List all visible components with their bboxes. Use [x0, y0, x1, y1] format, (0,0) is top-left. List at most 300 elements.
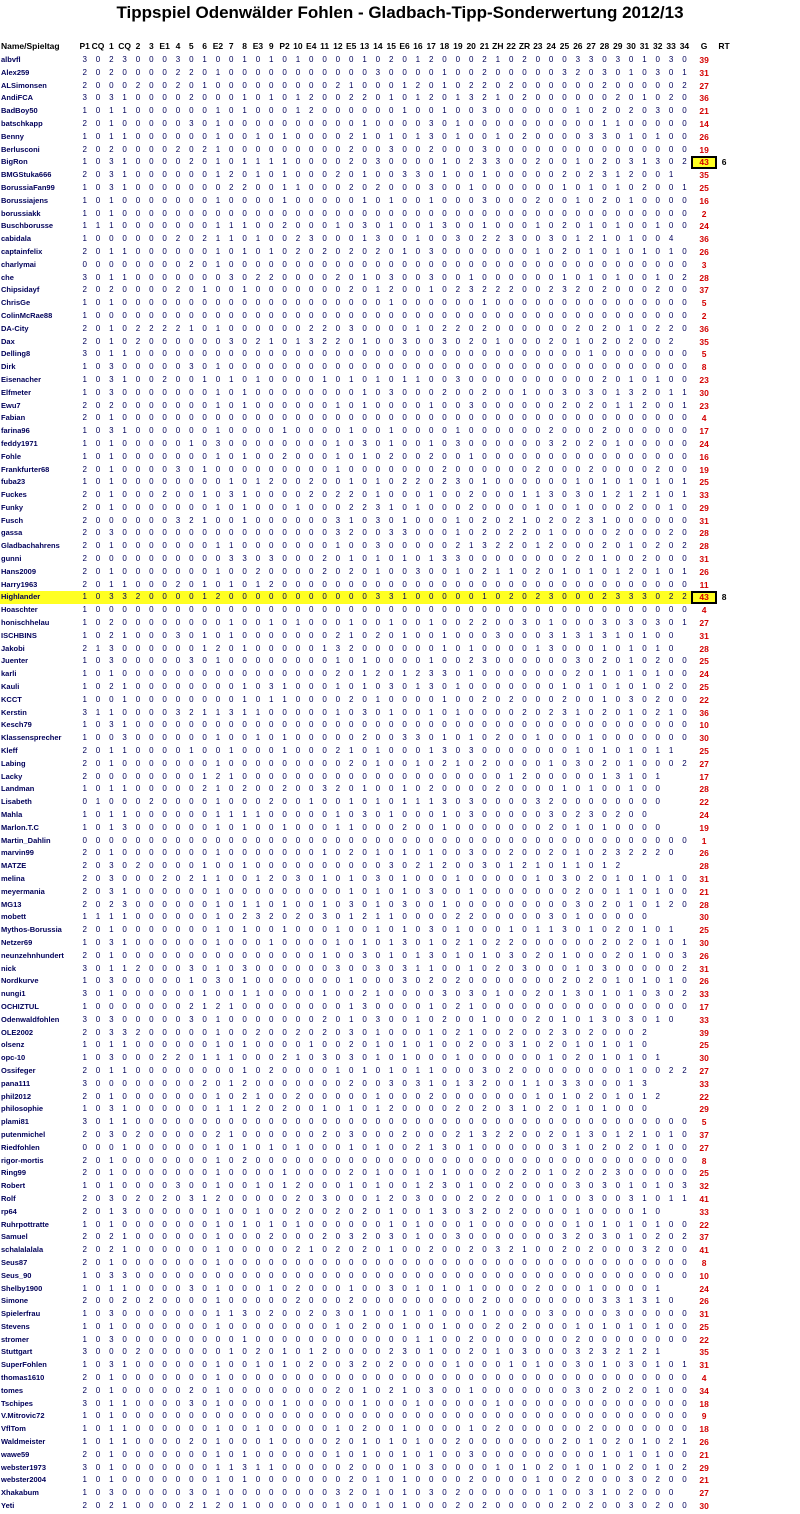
score-cell: 0: [282, 349, 287, 359]
score-cell: 0: [522, 246, 527, 256]
score-cell: 3: [385, 591, 398, 604]
score-cell: 0: [202, 438, 207, 448]
score-cell: 3: [215, 438, 221, 448]
score-cell: 0: [95, 822, 101, 832]
score-cell: 0: [135, 784, 141, 794]
header-name: Name/Spieltag: [1, 41, 60, 51]
score-cell: 3: [588, 1129, 594, 1139]
score-cell: 1: [82, 1309, 87, 1319]
score-cell: 0: [269, 144, 274, 154]
score-cell: 2: [655, 656, 660, 666]
total-cell: 29: [699, 502, 709, 513]
score-cell: 0: [548, 1091, 554, 1101]
score-cell: 0: [415, 874, 421, 883]
score-cell: 0: [295, 451, 301, 461]
table-row: [0, 707, 731, 720]
score-cell: 2: [375, 246, 381, 256]
score-cell: 0: [149, 93, 154, 103]
score-cell: 1: [455, 707, 461, 717]
score-cell: 0: [548, 349, 554, 359]
score-cell: 0: [349, 118, 354, 128]
score-cell: 0: [295, 758, 301, 768]
score-cell: 0: [335, 362, 341, 372]
score-cell: 0: [309, 1053, 314, 1063]
score-cell: 1: [109, 208, 114, 218]
score-cell: 3: [335, 643, 341, 653]
score-cell: 0: [189, 1257, 194, 1267]
score-cell: 0: [95, 1283, 101, 1293]
score-cell: 0: [482, 899, 487, 909]
score-cell: 2: [269, 874, 274, 883]
score-cell: 0: [135, 515, 141, 525]
table-row: [0, 1308, 731, 1321]
score-cell: 2: [402, 477, 407, 487]
score-cell: 0: [309, 144, 314, 154]
score-cell: 3: [402, 528, 407, 538]
score-cell: 0: [335, 234, 341, 244]
score-cell: 0: [602, 1027, 607, 1037]
score-cell: 1: [535, 221, 541, 231]
score-cell: 3: [388, 1232, 394, 1242]
score-cell: 0: [575, 874, 581, 883]
score-cell: 0: [229, 1283, 234, 1293]
score-cell: 0: [322, 746, 327, 756]
score-cell: 0: [229, 950, 234, 960]
score-cell: 0: [335, 1014, 341, 1024]
score-cell: 0: [615, 208, 621, 218]
score-cell: 0: [162, 758, 167, 768]
score-cell: 0: [331, 591, 344, 604]
score-cell: 0: [615, 413, 621, 423]
total-cell: 19: [699, 464, 709, 475]
score-cell: [664, 911, 677, 924]
score-cell: 0: [322, 886, 327, 896]
score-cell: 0: [269, 861, 274, 871]
score-cell: 0: [229, 694, 234, 704]
table-row: [0, 553, 731, 566]
score-cell: 0: [202, 925, 207, 935]
score-cell: 1: [535, 246, 541, 256]
score-cell: 0: [175, 810, 181, 820]
total-cell: 37: [699, 1232, 709, 1243]
score-cell: 0: [455, 1193, 461, 1203]
score-cell: 0: [229, 400, 234, 410]
score-cell: 0: [522, 694, 527, 704]
score-cell: 0: [442, 976, 447, 986]
score-cell: 0: [442, 298, 447, 308]
score-cell: 0: [428, 810, 434, 820]
score-cell: 1: [335, 451, 341, 461]
score-cell: 1: [535, 1091, 541, 1101]
score-cell: 0: [242, 835, 247, 845]
score-cell: 2: [562, 1245, 567, 1255]
score-cell: 3: [362, 221, 367, 231]
score-cell: 0: [508, 182, 514, 192]
score-cell: 0: [349, 208, 354, 218]
score-cell: 2: [175, 80, 181, 90]
score-cell: 0: [455, 502, 461, 512]
score-cell: 0: [135, 925, 141, 935]
score-cell: 3: [415, 566, 421, 576]
score-cell: 0: [282, 490, 287, 500]
score-cell: 0: [428, 758, 434, 768]
score-cell: 0: [548, 835, 554, 845]
table-row: [0, 873, 731, 886]
score-cell: 0: [95, 1245, 101, 1255]
score-cell: 0: [628, 451, 634, 461]
score-cell: 0: [402, 1117, 407, 1127]
score-cell: 2: [495, 285, 501, 295]
score-cell: 0: [575, 1001, 581, 1011]
score-cell: 0: [415, 1206, 421, 1216]
score-cell: 0: [309, 1283, 314, 1293]
score-cell: 0: [628, 208, 634, 218]
score-cell: 0: [402, 720, 407, 730]
score-cell: 0: [162, 195, 167, 205]
score-cell: 0: [95, 387, 101, 397]
score-cell: 0: [122, 477, 127, 487]
score-cell: 0: [202, 797, 207, 807]
score-cell: 0: [135, 554, 141, 564]
player-name: DA-City: [1, 323, 29, 333]
score-cell: 2: [269, 912, 274, 922]
score-cell: 0: [322, 93, 327, 103]
score-cell: 3: [175, 515, 181, 525]
score-cell: 0: [162, 451, 167, 461]
score-cell: 0: [442, 925, 447, 935]
score-cell: 1: [522, 1104, 527, 1114]
score-cell: 0: [229, 118, 234, 128]
score-cell: 0: [135, 1257, 141, 1267]
score-cell: 0: [189, 1206, 194, 1216]
score-cell: 0: [575, 464, 581, 474]
score-cell: 0: [495, 886, 501, 896]
score-cell: 1: [215, 1232, 221, 1242]
score-cell: 0: [175, 1206, 181, 1216]
score-cell: 0: [495, 1053, 501, 1063]
score-cell: 0: [122, 362, 127, 372]
score-cell: 2: [295, 1245, 301, 1255]
score-cell: 0: [95, 541, 101, 551]
total-cell: 37: [699, 1129, 709, 1140]
score-cell: 0: [602, 605, 607, 615]
score-cell: 0: [135, 374, 141, 384]
score-cell: [664, 860, 677, 873]
score-cell: 0: [335, 950, 341, 960]
score-cell: 0: [215, 835, 221, 845]
score-cell: 0: [335, 157, 341, 167]
score-cell: 0: [562, 502, 567, 512]
score-cell: 0: [548, 1283, 554, 1293]
score-cell: 0: [588, 1053, 594, 1063]
score-cell: 0: [668, 937, 674, 947]
score-cell: 0: [588, 758, 594, 768]
score-cell: 0: [295, 899, 301, 909]
score-cell: 0: [602, 682, 607, 692]
score-cell: 2: [135, 1129, 141, 1139]
score-cell: 0: [282, 1014, 287, 1024]
score-cell: 0: [335, 349, 341, 359]
score-cell: 0: [415, 413, 421, 423]
score-cell: 0: [145, 591, 158, 604]
score-cell: 0: [255, 1001, 261, 1011]
score-cell: 1: [548, 1193, 554, 1203]
score-cell: 0: [335, 208, 341, 218]
score-cell: 0: [122, 1168, 127, 1178]
score-cell: 0: [295, 861, 301, 871]
score-cell: 2: [349, 1296, 354, 1306]
score-cell: 0: [655, 55, 660, 64]
player-name: Eisenacher: [1, 374, 42, 384]
score-cell: 3: [575, 656, 581, 666]
score-cell: 0: [628, 720, 634, 730]
score-cell: 0: [468, 874, 474, 883]
score-cell: 0: [642, 579, 647, 589]
score-cell: 0: [255, 630, 261, 640]
score-cell: 1: [655, 1053, 660, 1063]
score-cell: [678, 630, 691, 643]
score-cell: 0: [295, 1309, 301, 1319]
score-cell: 0: [202, 1014, 207, 1024]
score-cell: 2: [495, 937, 501, 947]
score-cell: 3: [215, 976, 221, 986]
score-cell: 0: [562, 298, 567, 308]
score-cell: 0: [588, 362, 594, 372]
rank-cell: [717, 208, 731, 221]
score-cell: 0: [388, 758, 394, 768]
score-cell: 0: [388, 464, 394, 474]
score-cell: 0: [122, 989, 127, 999]
score-cell: 0: [175, 259, 181, 269]
score-cell: 0: [322, 1142, 327, 1152]
score-cell: 0: [202, 1257, 207, 1267]
score-cell: 1: [215, 1257, 221, 1267]
score-cell: 2: [482, 234, 487, 244]
score-cell: 0: [495, 246, 501, 256]
score-cell: 1: [109, 566, 114, 576]
score-cell: 0: [375, 323, 381, 333]
score-cell: 0: [655, 438, 660, 448]
score-cell: 1: [202, 80, 207, 90]
score-cell: 1: [109, 912, 114, 922]
score-cell: 0: [242, 131, 247, 141]
score-cell: 0: [215, 413, 221, 423]
score-cell: 0: [269, 733, 274, 743]
score-cell: 0: [255, 1232, 261, 1242]
total-cell: 8: [701, 362, 707, 373]
score-cell: 1: [628, 1053, 634, 1063]
score-cell: 0: [322, 477, 327, 487]
score-cell: 0: [135, 208, 141, 218]
score-cell: 0: [375, 1001, 381, 1011]
table-row: [0, 1270, 731, 1283]
score-cell: 0: [415, 490, 421, 500]
score-cell: 0: [575, 579, 581, 589]
score-cell: 1: [255, 899, 261, 909]
score-cell: 2: [442, 387, 447, 397]
score-cell: 0: [588, 886, 594, 896]
score-cell: 0: [442, 413, 447, 423]
score-cell: 0: [468, 1309, 474, 1319]
score-cell: 0: [162, 298, 167, 308]
score-cell: 2: [655, 694, 660, 704]
score-cell: 0: [615, 1283, 621, 1293]
score-cell: 0: [508, 810, 514, 820]
score-cell: 0: [508, 93, 514, 103]
score-cell: 0: [135, 1065, 141, 1075]
score-cell: [678, 924, 691, 937]
score-cell: 0: [415, 1270, 421, 1280]
score-cell: 0: [468, 899, 474, 909]
score-cell: 0: [442, 1155, 447, 1165]
score-cell: 0: [535, 835, 541, 845]
score-cell: 0: [468, 106, 474, 116]
score-cell: 0: [455, 1155, 461, 1165]
score-cell: 0: [508, 1091, 514, 1101]
score-cell: 0: [388, 1091, 394, 1101]
score-cell: 0: [322, 1309, 327, 1319]
score-cell: 0: [362, 848, 367, 858]
score-cell: 3: [615, 1309, 621, 1319]
score-cell: 1: [428, 797, 434, 807]
score-cell: 2: [495, 234, 501, 244]
score-cell: 0: [255, 221, 261, 231]
score-cell: 0: [668, 67, 674, 77]
header-col: 18: [439, 41, 450, 51]
score-cell: 0: [602, 720, 607, 730]
score-cell: 0: [189, 528, 194, 538]
score-cell: 0: [349, 989, 354, 999]
score-cell: 0: [349, 413, 354, 423]
score-cell: 0: [455, 1283, 461, 1293]
score-cell: 0: [229, 566, 234, 576]
score-cell: 0: [309, 848, 314, 858]
score-cell: 0: [362, 643, 367, 653]
score-cell: 0: [362, 413, 367, 423]
score-cell: 3: [562, 1142, 567, 1152]
score-cell: 2: [535, 1283, 541, 1293]
score-cell: 0: [282, 1040, 287, 1050]
score-cell: 0: [455, 1296, 461, 1306]
score-cell: 3: [402, 733, 407, 743]
score-cell: 0: [588, 374, 594, 384]
score-cell: 0: [149, 720, 154, 730]
score-cell: 0: [388, 1027, 394, 1037]
score-cell: 0: [535, 1219, 541, 1229]
score-cell: 0: [535, 374, 541, 384]
score-cell: 0: [309, 886, 314, 896]
score-cell: 0: [668, 144, 674, 154]
score-cell: 0: [522, 682, 527, 692]
score-cell: 0: [548, 55, 554, 64]
score-cell: 1: [109, 118, 114, 128]
score-cell: 0: [255, 298, 261, 308]
score-cell: 0: [309, 1181, 314, 1191]
score-cell: 0: [642, 746, 647, 756]
score-cell: 2: [548, 707, 554, 717]
score-cell: 0: [602, 362, 607, 372]
score-cell: 0: [495, 656, 501, 666]
score-cell: 0: [468, 784, 474, 794]
score-cell: 0: [442, 259, 447, 269]
score-cell: 2: [602, 157, 607, 167]
score-cell: 0: [602, 387, 607, 397]
score-cell: 2: [642, 1027, 647, 1037]
score-cell: 0: [468, 1155, 474, 1165]
rank-cell: [717, 1116, 731, 1129]
score-cell: 0: [335, 1040, 341, 1050]
score-cell: 0: [135, 259, 141, 269]
score-cell: 0: [455, 861, 461, 871]
score-cell: 0: [269, 438, 274, 448]
score-cell: 0: [548, 784, 554, 794]
score-cell: 0: [602, 144, 607, 154]
score-cell: 0: [229, 1117, 234, 1127]
score-cell: 0: [495, 1027, 501, 1037]
score-cell: 0: [642, 272, 647, 282]
score-cell: 1: [242, 285, 247, 295]
score-cell: 0: [255, 950, 261, 960]
score-cell: 0: [588, 1168, 594, 1178]
score-cell: 0: [428, 566, 434, 576]
score-cell: 0: [122, 758, 127, 768]
score-cell: 0: [122, 797, 127, 807]
score-cell: 0: [135, 400, 141, 410]
score-cell: 0: [309, 874, 314, 883]
score-cell: 0: [269, 566, 274, 576]
score-cell: 1: [468, 1027, 474, 1037]
score-cell: 1: [282, 1168, 287, 1178]
table-row: [0, 847, 731, 860]
score-cell: 0: [548, 1219, 554, 1229]
score-cell: 0: [655, 528, 660, 538]
score-cell: 0: [202, 912, 207, 922]
score-cell: 0: [415, 246, 421, 256]
rank-cell: [717, 1155, 731, 1168]
score-cell: 2: [548, 515, 554, 525]
score-cell: 0: [602, 1001, 607, 1011]
score-cell: 0: [522, 1181, 527, 1191]
score-cell: 0: [615, 937, 621, 947]
score-cell: 0: [548, 464, 554, 474]
score-cell: 0: [269, 746, 274, 756]
score-cell: 0: [642, 886, 647, 896]
score-cell: 0: [149, 912, 154, 922]
total-cell: 24: [699, 669, 709, 680]
score-cell: 0: [295, 656, 301, 666]
score-cell: 1: [349, 912, 354, 922]
player-name: Gladbachahrens: [1, 541, 60, 551]
score-cell: 0: [135, 285, 141, 295]
score-cell: 3: [402, 336, 407, 346]
table-row: [0, 1244, 731, 1257]
score-cell: 0: [548, 272, 554, 282]
score-cell: 2: [335, 669, 341, 679]
table-row: [0, 54, 731, 67]
score-cell: 0: [602, 310, 607, 320]
score-cell: 3: [508, 1040, 514, 1050]
score-cell: 0: [282, 1155, 287, 1165]
score-cell: 0: [602, 438, 607, 448]
table-row: [0, 92, 731, 105]
score-cell: 0: [508, 246, 514, 256]
score-cell: 0: [615, 195, 621, 205]
score-cell: 1: [628, 707, 634, 717]
score-cell: 1: [442, 643, 447, 653]
score-cell: 1: [122, 1065, 127, 1075]
score-cell: 0: [95, 528, 101, 538]
score-cell: 0: [575, 182, 581, 192]
